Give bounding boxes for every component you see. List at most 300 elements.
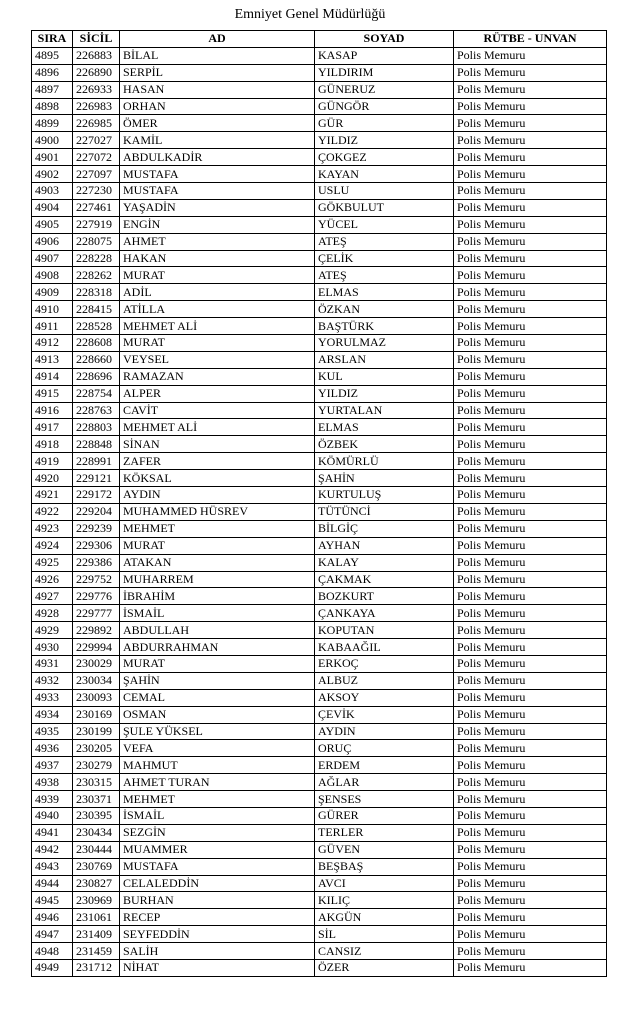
cell-sira: 4899 [32,115,73,132]
cell-rutbe: Polis Memuru [454,537,607,554]
cell-ad: MUHAMMED HÜSREV [120,503,315,520]
cell-sicil: 229306 [73,537,120,554]
cell-sira: 4915 [32,385,73,402]
cell-sira: 4935 [32,723,73,740]
cell-ad: ŞULE YÜKSEL [120,723,315,740]
cell-ad: MEHMET [120,520,315,537]
cell-rutbe: Polis Memuru [454,655,607,672]
cell-soyad: ÇANKAYA [315,605,454,622]
cell-soyad: ŞAHİN [315,470,454,487]
cell-sicil: 230029 [73,655,120,672]
cell-sicil: 229777 [73,605,120,622]
cell-sicil: 230315 [73,774,120,791]
table-row [32,892,607,909]
cell-ad: OSMAN [120,706,315,723]
cell-sira: 4928 [32,605,73,622]
table-row [32,858,607,875]
cell-soyad: GÜRER [315,807,454,824]
cell-ad: MUSTAFA [120,183,315,200]
cell-ad: SEYFEDDİN [120,926,315,943]
cell-sira: 4916 [32,402,73,419]
cell-sira: 4918 [32,436,73,453]
cell-sira: 4907 [32,250,73,267]
table-row [32,723,607,740]
cell-rutbe: Polis Memuru [454,639,607,656]
cell-sira: 4896 [32,64,73,81]
cell-rutbe: Polis Memuru [454,267,607,284]
cell-rutbe: Polis Memuru [454,64,607,81]
cell-rutbe: Polis Memuru [454,250,607,267]
table-row [32,115,607,132]
table-row [32,402,607,419]
cell-rutbe: Polis Memuru [454,909,607,926]
cell-sira: 4946 [32,909,73,926]
cell-sira: 4914 [32,368,73,385]
cell-soyad: ÖZBEK [315,436,454,453]
cell-sicil: 229121 [73,470,120,487]
cell-ad: HASAN [120,81,315,98]
cell-ad: ŞAHİN [120,672,315,689]
cell-rutbe: Polis Memuru [454,723,607,740]
cell-sicil: 229386 [73,554,120,571]
cell-sira: 4910 [32,301,73,318]
cell-ad: ENGİN [120,216,315,233]
table-row [32,233,607,250]
cell-soyad: SİL [315,926,454,943]
table-row [32,132,607,149]
cell-rutbe: Polis Memuru [454,183,607,200]
cell-ad: CAVİT [120,402,315,419]
cell-soyad: KASAP [315,47,454,64]
cell-sira: 4902 [32,166,73,183]
table-row [32,824,607,841]
cell-sicil: 226933 [73,81,120,98]
column-header-sira: SIRA [32,31,73,48]
cell-sicil: 229994 [73,639,120,656]
cell-rutbe: Polis Memuru [454,487,607,504]
table-row [32,740,607,757]
cell-rutbe: Polis Memuru [454,824,607,841]
cell-soyad: ŞENSES [315,791,454,808]
table-row [32,183,607,200]
cell-ad: İSMAİL [120,605,315,622]
cell-rutbe: Polis Memuru [454,774,607,791]
cell-sira: 4920 [32,470,73,487]
cell-ad: BİLAL [120,47,315,64]
table-row [32,757,607,774]
cell-sira: 4930 [32,639,73,656]
cell-ad: İBRAHİM [120,588,315,605]
cell-soyad: ALBUZ [315,672,454,689]
table-row [32,554,607,571]
cell-soyad: KALAY [315,554,454,571]
cell-rutbe: Polis Memuru [454,436,607,453]
table-row [32,807,607,824]
cell-rutbe: Polis Memuru [454,115,607,132]
table-row [32,875,607,892]
cell-soyad: KUL [315,368,454,385]
cell-sira: 4901 [32,149,73,166]
cell-sira: 4949 [32,959,73,976]
table-row [32,267,607,284]
table-row [32,335,607,352]
cell-sicil: 231409 [73,926,120,943]
cell-rutbe: Polis Memuru [454,520,607,537]
table-row [32,64,607,81]
cell-soyad: ERKOÇ [315,655,454,672]
cell-soyad: AYHAN [315,537,454,554]
cell-ad: CELALEDDİN [120,875,315,892]
cell-soyad: AKGÜN [315,909,454,926]
table-row [32,537,607,554]
cell-rutbe: Polis Memuru [454,926,607,943]
cell-soyad: KOPUTAN [315,622,454,639]
cell-rutbe: Polis Memuru [454,47,607,64]
cell-sira: 4919 [32,453,73,470]
cell-rutbe: Polis Memuru [454,385,607,402]
table-row [32,419,607,436]
cell-ad: ORHAN [120,98,315,115]
cell-ad: İSMAİL [120,807,315,824]
table-row [32,959,607,976]
cell-sicil: 230169 [73,706,120,723]
cell-sicil: 229204 [73,503,120,520]
table-row [32,520,607,537]
cell-sicil: 228228 [73,250,120,267]
cell-sicil: 228415 [73,301,120,318]
cell-soyad: KABAAĞIL [315,639,454,656]
cell-rutbe: Polis Memuru [454,419,607,436]
cell-sicil: 228528 [73,318,120,335]
cell-ad: MUSTAFA [120,858,315,875]
cell-soyad: ÇAKMAK [315,571,454,588]
cell-sicil: 230093 [73,689,120,706]
cell-rutbe: Polis Memuru [454,503,607,520]
cell-soyad: KÖMÜRLÜ [315,453,454,470]
cell-rutbe: Polis Memuru [454,892,607,909]
cell-sira: 4913 [32,351,73,368]
cell-ad: KÖKSAL [120,470,315,487]
cell-soyad: ELMAS [315,419,454,436]
cell-soyad: AVCI [315,875,454,892]
cell-sira: 4909 [32,284,73,301]
cell-sira: 4941 [32,824,73,841]
cell-sicil: 227919 [73,216,120,233]
cell-sicil: 226883 [73,47,120,64]
table-row [32,436,607,453]
cell-ad: MEHMET [120,791,315,808]
cell-sira: 4927 [32,588,73,605]
cell-sira: 4897 [32,81,73,98]
cell-ad: MUSTAFA [120,166,315,183]
cell-soyad: GÖKBULUT [315,199,454,216]
cell-sicil: 227461 [73,199,120,216]
cell-soyad: KURTULUŞ [315,487,454,504]
cell-soyad: ÇELİK [315,250,454,267]
cell-rutbe: Polis Memuru [454,284,607,301]
table-row [32,655,607,672]
cell-ad: BURHAN [120,892,315,909]
cell-ad: ATİLLA [120,301,315,318]
cell-ad: ALPER [120,385,315,402]
cell-soyad: YILDIZ [315,132,454,149]
cell-rutbe: Polis Memuru [454,216,607,233]
cell-sicil: 228803 [73,419,120,436]
cell-sicil: 227097 [73,166,120,183]
cell-soyad: YÜCEL [315,216,454,233]
cell-sicil: 230969 [73,892,120,909]
table-header-row [32,31,607,48]
cell-sicil: 229892 [73,622,120,639]
cell-sira: 4921 [32,487,73,504]
cell-sicil: 228754 [73,385,120,402]
table-body [32,47,607,976]
cell-rutbe: Polis Memuru [454,622,607,639]
cell-sicil: 228991 [73,453,120,470]
cell-rutbe: Polis Memuru [454,453,607,470]
cell-sira: 4917 [32,419,73,436]
cell-sicil: 228262 [73,267,120,284]
cell-ad: MEHMET ALİ [120,318,315,335]
cell-soyad: ÖZER [315,959,454,976]
cell-rutbe: Polis Memuru [454,554,607,571]
cell-sicil: 230444 [73,841,120,858]
cell-rutbe: Polis Memuru [454,605,607,622]
table-row [32,639,607,656]
document-title: Emniyet Genel Müdürlüğü [234,7,386,22]
cell-sira: 4944 [32,875,73,892]
cell-sicil: 230279 [73,757,120,774]
cell-soyad: BAŞTÜRK [315,318,454,335]
cell-rutbe: Polis Memuru [454,402,607,419]
table-row [32,250,607,267]
cell-soyad: YILDIZ [315,385,454,402]
cell-sira: 4936 [32,740,73,757]
cell-rutbe: Polis Memuru [454,571,607,588]
cell-sicil: 227027 [73,132,120,149]
cell-rutbe: Polis Memuru [454,858,607,875]
cell-sira: 4929 [32,622,73,639]
column-header-ad: AD [120,31,315,48]
cell-sicil: 226985 [73,115,120,132]
table-row [32,571,607,588]
cell-ad: YAŞADİN [120,199,315,216]
table-row [32,503,607,520]
cell-ad: CEMAL [120,689,315,706]
table-row [32,166,607,183]
cell-rutbe: Polis Memuru [454,740,607,757]
cell-soyad: BEŞBAŞ [315,858,454,875]
cell-rutbe: Polis Memuru [454,368,607,385]
cell-ad: MUHARREM [120,571,315,588]
cell-ad: MUAMMER [120,841,315,858]
column-header-sicil: SİCİL [73,31,120,48]
cell-rutbe: Polis Memuru [454,335,607,352]
cell-sira: 4947 [32,926,73,943]
table-row [32,588,607,605]
cell-rutbe: Polis Memuru [454,841,607,858]
cell-rutbe: Polis Memuru [454,149,607,166]
cell-soyad: YORULMAZ [315,335,454,352]
cell-ad: ÖMER [120,115,315,132]
table-row [32,301,607,318]
cell-sicil: 226890 [73,64,120,81]
cell-ad: HAKAN [120,250,315,267]
cell-soyad: ORUÇ [315,740,454,757]
cell-sicil: 229172 [73,487,120,504]
cell-sira: 4905 [32,216,73,233]
table-row [32,318,607,335]
cell-sira: 4942 [32,841,73,858]
cell-soyad: AKSOY [315,689,454,706]
cell-soyad: GÜVEN [315,841,454,858]
cell-ad: MURAT [120,335,315,352]
cell-rutbe: Polis Memuru [454,807,607,824]
cell-rutbe: Polis Memuru [454,233,607,250]
cell-soyad: ARSLAN [315,351,454,368]
cell-rutbe: Polis Memuru [454,199,607,216]
cell-soyad: ERDEM [315,757,454,774]
table-row [32,926,607,943]
cell-sira: 4922 [32,503,73,520]
cell-sicil: 231712 [73,959,120,976]
cell-ad: MURAT [120,655,315,672]
cell-sira: 4903 [32,183,73,200]
cell-sira: 4908 [32,267,73,284]
table-row [32,453,607,470]
cell-sicil: 228763 [73,402,120,419]
cell-ad: KAMİL [120,132,315,149]
cell-sicil: 230827 [73,875,120,892]
table-row [32,368,607,385]
personnel-table [31,30,607,977]
cell-rutbe: Polis Memuru [454,588,607,605]
table-row [32,284,607,301]
cell-sira: 4911 [32,318,73,335]
cell-soyad: KILIÇ [315,892,454,909]
table-row [32,470,607,487]
cell-soyad: BOZKURT [315,588,454,605]
cell-sicil: 230205 [73,740,120,757]
cell-rutbe: Polis Memuru [454,301,607,318]
cell-soyad: ÇEVİK [315,706,454,723]
cell-sira: 4923 [32,520,73,537]
cell-sicil: 231459 [73,943,120,960]
table-row [32,199,607,216]
cell-ad: AYDIN [120,487,315,504]
cell-ad: ADİL [120,284,315,301]
cell-sicil: 230395 [73,807,120,824]
cell-rutbe: Polis Memuru [454,791,607,808]
cell-rutbe: Polis Memuru [454,318,607,335]
cell-sicil: 229776 [73,588,120,605]
cell-ad: AHMET [120,233,315,250]
cell-soyad: BİLGİÇ [315,520,454,537]
table-row [32,774,607,791]
cell-soyad: USLU [315,183,454,200]
table-row [32,943,607,960]
cell-ad: MURAT [120,537,315,554]
cell-ad: MURAT [120,267,315,284]
cell-rutbe: Polis Memuru [454,166,607,183]
cell-rutbe: Polis Memuru [454,132,607,149]
cell-soyad: AĞLAR [315,774,454,791]
cell-soyad: GÜNERUZ [315,81,454,98]
cell-ad: VEFA [120,740,315,757]
cell-ad: VEYSEL [120,351,315,368]
cell-soyad: KAYAN [315,166,454,183]
cell-sira: 4943 [32,858,73,875]
cell-sicil: 229239 [73,520,120,537]
cell-rutbe: Polis Memuru [454,672,607,689]
cell-rutbe: Polis Memuru [454,81,607,98]
table-row [32,706,607,723]
cell-ad: ABDULLAH [120,622,315,639]
cell-sira: 4939 [32,791,73,808]
cell-sira: 4938 [32,774,73,791]
cell-rutbe: Polis Memuru [454,470,607,487]
cell-rutbe: Polis Memuru [454,689,607,706]
cell-rutbe: Polis Memuru [454,875,607,892]
table-row [32,81,607,98]
cell-soyad: YURTALAN [315,402,454,419]
cell-sira: 4912 [32,335,73,352]
cell-ad: MAHMUT [120,757,315,774]
cell-ad: RECEP [120,909,315,926]
cell-sira: 4900 [32,132,73,149]
cell-sira: 4932 [32,672,73,689]
cell-ad: MEHMET ALİ [120,419,315,436]
cell-ad: SİNAN [120,436,315,453]
cell-sira: 4906 [32,233,73,250]
table-row [32,149,607,166]
cell-sira: 4933 [32,689,73,706]
table-row [32,487,607,504]
cell-rutbe: Polis Memuru [454,959,607,976]
cell-sira: 4898 [32,98,73,115]
table-row [32,672,607,689]
table-row [32,216,607,233]
cell-sicil: 228696 [73,368,120,385]
cell-rutbe: Polis Memuru [454,757,607,774]
table-row [32,351,607,368]
cell-sicil: 228075 [73,233,120,250]
cell-soyad: AYDIN [315,723,454,740]
cell-ad: ABDURRAHMAN [120,639,315,656]
cell-soyad: TÜTÜNCİ [315,503,454,520]
cell-sicil: 230434 [73,824,120,841]
cell-ad: SALİH [120,943,315,960]
cell-soyad: GÜR [315,115,454,132]
cell-sicil: 228848 [73,436,120,453]
cell-ad: SERPİL [120,64,315,81]
cell-sicil: 226983 [73,98,120,115]
cell-ad: RAMAZAN [120,368,315,385]
cell-rutbe: Polis Memuru [454,351,607,368]
cell-sicil: 229752 [73,571,120,588]
table-row [32,47,607,64]
cell-sicil: 227230 [73,183,120,200]
table-row [32,841,607,858]
cell-sira: 4937 [32,757,73,774]
column-header-rutbe: RÜTBE - UNVAN [454,31,607,48]
cell-sira: 4895 [32,47,73,64]
table-row [32,909,607,926]
table-row [32,689,607,706]
cell-ad: NİHAT [120,959,315,976]
cell-soyad: YILDIRIM [315,64,454,81]
cell-sicil: 230034 [73,672,120,689]
